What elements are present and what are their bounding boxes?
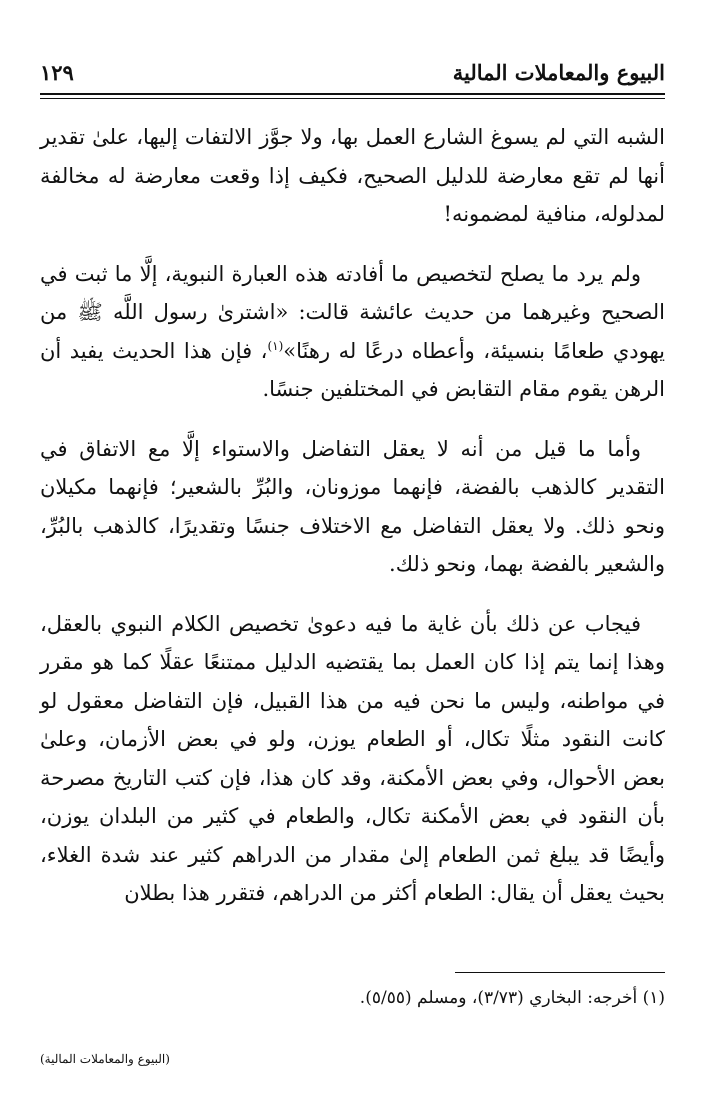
running-title: البيوع والمعاملات المالية — [452, 60, 665, 85]
page-header — [40, 54, 665, 94]
footnote: (١) أخرجه: البخاري (٣/٧٣)، ومسلم (٥/٥٥). — [359, 988, 665, 1008]
footnote-reference[interactable]: (١) — [267, 338, 284, 353]
paragraph-2-tail: ، فإن هذا الحديث يفيد أن الرهن يقوم مقام التقابض في المختلفين جنسًا. — [40, 338, 665, 401]
page-number: ١٢٩ — [40, 60, 74, 85]
paragraph-2 — [40, 255, 665, 409]
header-rule-thin — [40, 98, 665, 99]
paragraph-4: فيجاب عن ذلك بأن غاية ما فيه دعوىٰ تخصيص الكلام النبوي بالعقل، وهذا إنما يتم إذا كان العمل بما يقتضيه الدليل ممتنعًا عقلًا كما هو مقرر في مواطنه، وليس ما نحن فيه من هذا القبيل، فإن التفاضل معقول لو كانت النقود مثلًا تكال، أو الطعام يوزن، ولو في بعض الأزمان، وعلىٰ بعض الأحوال، وفي بعض الأمكنة، وقد كان هذا، فإن كتب التاريخ مصرحة بأن النقود في بعض الأمكنة تكال، والطعام في كثير من البلدان يوزن، وأيضًا قد يبلغ ثمن الطعام إلىٰ مقدار من الدراهم كثير عند شدة الغلاء، بحيث يعقل أن يقال: الطعام أكثر من الدراهم، فتقرر هذا بطلان — [40, 611, 665, 905]
paragraph-2-text: ولم يرد ما يصلح لتخصيص ما أفادته هذه العبارة النبوية، إلَّا ما ثبت في الصحيح وغيرهما من حديث عائشة قالت: «اشترىٰ رسول اللَّه ﷺ من يهودي طعامًا بنسيئة، وأعطاه درعًا له رهنًا» — [40, 261, 665, 363]
header-rule-thick — [40, 93, 665, 95]
body-text — [40, 118, 665, 934]
paragraph-1: الشبه التي لم يسوغ الشارع العمل بها، ولا جوَّز الالتفات إليها، علىٰ تقدير أنها لم تقع معارضة للدليل الصحيح، فكيف إذا وقعت معارضة له مخالفة لمدلوله، منافية لمضمونه! — [40, 125, 665, 226]
paragraph-3: وأما ما قيل من أنه لا يعقل التفاضل والاستواء إلَّا مع الاتفاق في التقدير كالذهب بالفضة، فإنهما موزونان، والبُرِّ بالشعير؛ فإنهما مكيلان ونحو ذلك. ولا يعقل التفاضل مع الاختلاف جنسًا وتقديرًا، كالذهب بالبُرِّ، والشعير بالفضة بهما، ونحو ذلك. — [40, 436, 665, 576]
footnote-separator — [455, 972, 665, 973]
book-page — [40, 0, 665, 1108]
footer-signature: (البيوع والمعاملات المالية) — [40, 1052, 170, 1066]
